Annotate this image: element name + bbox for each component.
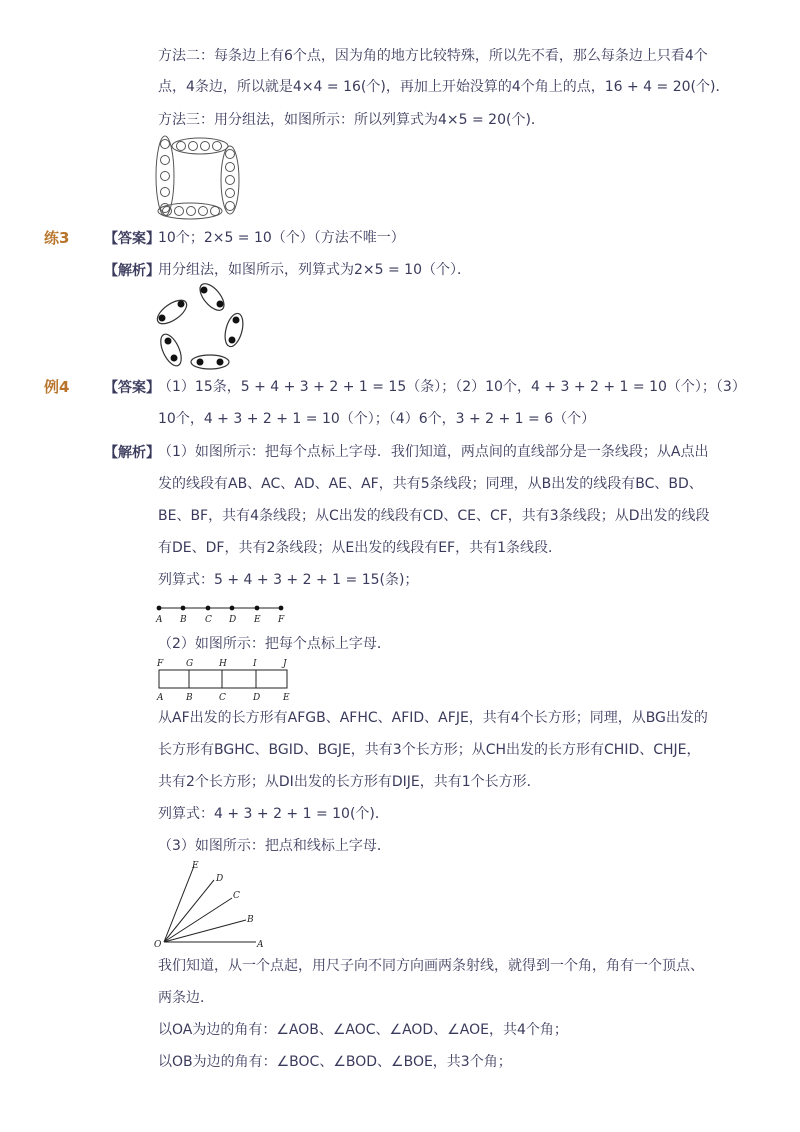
point-label: C (219, 693, 226, 703)
analysis-text: 共有2个长方形；从DI出发的长方形有DIJE，共有1个长方形． (158, 774, 541, 790)
point-label: F (278, 615, 285, 625)
analysis-text: BE、BF，共有4条线段；从C出发的线段有CD、CE、CF，共有3条线段；从D出发的线段 (158, 508, 710, 524)
point-label: E (254, 615, 261, 625)
example-tag: 例4 (44, 378, 70, 396)
point-label: D (229, 615, 237, 625)
analysis-text: 有DE、DF，共有2条线段；从E出发的线段有EF，共有1条线段． (158, 540, 563, 556)
point-label: I (253, 659, 257, 669)
point-label: O (154, 940, 162, 950)
analysis-text: （2）如图所示：把每个点标上字母． (158, 636, 391, 652)
analysis-label: 【解析】 (104, 263, 160, 279)
point-label: A (156, 615, 163, 625)
analysis-text: 我们知道，从一个点起，用尺子向不同方向画两条射线，就得到一个角，角有一个顶点、 (158, 958, 704, 974)
rectangle-figure (150, 656, 300, 702)
analysis-text: （1）如图所示：把每个点标上字母．我们知道，两点间的直线部分是一条线段；从A点出 (158, 444, 709, 460)
text-line: 方法二：每条边上有6个点，因为角的地方比较特殊，所以先不看，那么每条边上只看4个 (158, 48, 708, 64)
angle-rays-figure (150, 858, 270, 950)
text-line: 点，4条边，所以就是4×4 = 16(个)，再加上开始没算的4个角上的点，16 + 4 = 20(个)． (158, 79, 730, 95)
analysis-text: 用分组法，如图所示，列算式为2×5 = 10（个）． (158, 262, 471, 278)
point-label: B (247, 915, 254, 925)
point-label: B (180, 615, 187, 625)
analysis-text: （3）如图所示：把点和线标上字母． (158, 838, 391, 854)
segment-figure (150, 600, 290, 626)
point-label: C (233, 891, 240, 901)
point-label: E (192, 861, 199, 871)
answer-text: （1）15条，5 + 4 + 3 + 2 + 1 = 15（条）；（2）10个，4 + 3 + 2 + 1 = 10（个）；（3） (158, 379, 746, 395)
formula-text: 列算式：4 + 3 + 2 + 1 = 10(个)． (158, 806, 389, 822)
point-label: G (186, 659, 194, 669)
formula-text: 列算式：5 + 4 + 3 + 2 + 1 = 15(条)； (158, 572, 419, 588)
grouping-square-figure (150, 134, 250, 224)
point-label: B (186, 693, 193, 703)
analysis-text: 两条边． (158, 990, 214, 1006)
analysis-text: 发的线段有AB、AC、AD、AE、AF，共有5条线段；同理，从B出发的线段有BC、BD、 (158, 476, 703, 492)
point-label: H (219, 659, 227, 669)
analysis-text: 以OB为边的角有：∠BOC、∠BOD、∠BOE，共3个角； (158, 1054, 512, 1070)
point-label: F (157, 659, 164, 669)
point-label: D (216, 874, 224, 884)
point-label: D (253, 693, 261, 703)
text-line: 方法三：用分组法，如图所示：所以列算式为4×5 = 20(个)． (158, 112, 545, 128)
point-label: A (257, 940, 264, 950)
point-label: E (283, 693, 290, 703)
analysis-text: 以OA为边的角有：∠AOB、∠AOC、∠AOD、∠AOE，共4个角； (158, 1022, 568, 1038)
point-label: J (283, 659, 287, 669)
pentagon-pairs-figure (150, 280, 250, 375)
answer-label: 【答案】 (104, 231, 160, 247)
point-label: A (157, 693, 164, 703)
analysis-text: 长方形有BGHC、BGID、BGJE，共有3个长方形；从CH出发的长方形有CHID、CHJE， (158, 742, 701, 758)
exercise-tag: 练3 (44, 229, 70, 247)
answer-label: 【答案】 (104, 380, 160, 396)
answer-text: 10个，4 + 3 + 2 + 1 = 10（个）；（4）6个，3 + 2 + 1 = 6（个） (158, 411, 596, 427)
analysis-label: 【解析】 (104, 445, 160, 461)
answer-text: 10个；2×5 = 10（个）（方法不唯一） (158, 230, 405, 246)
analysis-text: 从AF出发的长方形有AFGB、AFHC、AFID、AFJE，共有4个长方形；同理，从BG出发的 (158, 710, 708, 726)
point-label: C (205, 615, 212, 625)
